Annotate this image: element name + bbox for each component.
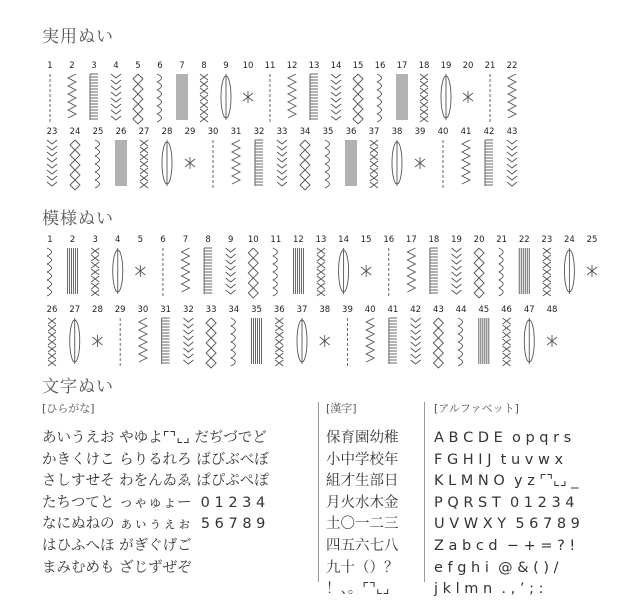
stitch-number: 9 xyxy=(223,61,229,71)
stitch-pattern-icon xyxy=(361,265,371,277)
stitch-pattern-icon xyxy=(420,74,428,122)
alphabet-line: Z a b c d − + = ? ! xyxy=(434,537,576,554)
stitch-pattern-icon xyxy=(252,318,262,364)
stitch-pattern-icon xyxy=(474,248,484,298)
stitch-number: 23 xyxy=(541,235,553,245)
stitch-number: 1 xyxy=(47,235,53,245)
stitch-number: 5 xyxy=(135,61,141,71)
stitch-number: 34 xyxy=(299,127,311,137)
practical-stitch-row-1-graphic xyxy=(0,58,640,128)
stitch-number: 42 xyxy=(483,127,495,137)
stitch-pattern-icon xyxy=(177,74,187,120)
stitch-pattern-icon xyxy=(353,74,363,124)
stitch-number: 14 xyxy=(330,61,342,71)
stitch-number: 4 xyxy=(115,235,121,245)
stitch-number: 10 xyxy=(242,61,254,71)
stitch-number: 32 xyxy=(253,127,265,137)
alphabet-line: F G H I J t u v w x xyxy=(434,451,564,468)
stitch-pattern-icon xyxy=(95,140,100,188)
stitch-pattern-icon xyxy=(389,318,397,364)
stitch-pattern-icon xyxy=(248,248,258,298)
stitch-number: 21 xyxy=(484,61,496,71)
hiragana-line: さしすせそ わをんゐゑ ぱぴぷぺぽ xyxy=(42,473,269,490)
stitch-number: 33 xyxy=(276,127,288,137)
stitch-pattern-icon xyxy=(135,265,145,277)
stitch-pattern-icon xyxy=(392,140,402,186)
stitch-pattern-icon xyxy=(68,248,78,294)
stitch-number: 36 xyxy=(273,305,285,315)
stitch-number: 47 xyxy=(523,305,535,315)
kanji-line: 四五六七八 xyxy=(326,537,399,554)
stitch-pattern-icon xyxy=(221,74,231,120)
stitch-number: 28 xyxy=(92,305,103,315)
hiragana-line: かきくけこ らりるれろ ばびぶべぼ xyxy=(42,451,269,468)
stitch-number: 8 xyxy=(201,61,207,71)
stitch-pattern-icon xyxy=(70,140,80,190)
decorative-stitch-row-1-graphic xyxy=(0,232,640,302)
stitch-pattern-icon xyxy=(243,91,253,103)
stitch-number: 9 xyxy=(227,235,234,245)
stitch-number: 29 xyxy=(184,127,196,137)
stitch-pattern-icon xyxy=(182,248,190,292)
stitch-pattern-icon xyxy=(92,335,102,347)
stitch-number: 8 xyxy=(205,235,211,245)
stitch-pattern-icon xyxy=(366,318,374,362)
alphabet-line: e f g h i @ & ( ) / xyxy=(434,559,559,576)
hiragana-line: あいうえお やゆよ⌜⌝⌞⌟ だぢづでど xyxy=(42,430,267,446)
stitch-number: 42 xyxy=(410,305,422,315)
stitch-number: 24 xyxy=(564,235,575,245)
stitch-pattern-icon xyxy=(48,318,56,366)
stitch-number: 15 xyxy=(352,61,364,71)
stitch-number: 16 xyxy=(383,235,395,245)
stitch-number: 24 xyxy=(69,127,81,137)
decorative-stitch-row-1 xyxy=(0,232,640,302)
alphabet-line: P Q R S T 0 1 2 3 4 xyxy=(434,494,575,511)
stitch-pattern-icon xyxy=(441,74,451,120)
stitch-pattern-icon xyxy=(116,140,126,186)
stitch-pattern-icon xyxy=(463,91,473,103)
stitch-number: 43 xyxy=(506,127,518,137)
stitch-pattern-icon xyxy=(320,335,330,347)
stitch-number: 2 xyxy=(69,61,75,71)
kanji-column xyxy=(326,400,399,601)
stitch-number: 39 xyxy=(342,305,353,315)
stitch-number: 48 xyxy=(546,305,558,315)
stitch-number: 18 xyxy=(428,235,440,245)
stitch-pattern-icon xyxy=(397,74,407,120)
stitch-number: 27 xyxy=(138,127,150,137)
stitch-pattern-icon xyxy=(547,335,557,347)
stitch-number: 3 xyxy=(92,235,98,245)
stitch-pattern-icon xyxy=(68,74,76,118)
stitch-number: 23 xyxy=(46,127,58,137)
stitch-pattern-icon xyxy=(297,318,307,364)
stitch-number: 13 xyxy=(315,235,327,245)
stitch-number: 1 xyxy=(47,61,53,71)
stitch-number: 12 xyxy=(286,61,298,71)
column-divider xyxy=(318,402,319,582)
stitch-number: 35 xyxy=(322,127,334,137)
stitch-pattern-icon xyxy=(564,248,574,294)
stitch-pattern-icon xyxy=(47,248,52,296)
stitch-pattern-icon xyxy=(162,140,172,186)
stitch-number: 7 xyxy=(179,61,185,71)
stitch-pattern-icon xyxy=(231,318,236,366)
stitch-pattern-icon xyxy=(458,318,463,366)
hiragana-line: なにぬねの ぁぃぅぇぉ 5 6 7 8 9 xyxy=(42,516,266,533)
stitch-pattern-icon xyxy=(310,74,318,120)
stitch-pattern-icon xyxy=(70,318,80,364)
stitch-pattern-icon xyxy=(339,248,349,294)
stitch-pattern-icon xyxy=(183,318,193,364)
stitch-number: 25 xyxy=(92,127,104,137)
stitch-pattern-icon xyxy=(91,248,99,296)
stitch-number: 45 xyxy=(478,305,490,315)
stitch-number: 46 xyxy=(501,305,512,315)
stitch-pattern-icon xyxy=(113,248,123,294)
stitch-number: 6 xyxy=(160,235,166,245)
stitch-number: 41 xyxy=(387,305,399,315)
stitch-pattern-icon xyxy=(507,140,517,186)
stitch-pattern-icon xyxy=(255,140,263,186)
stitch-number: 43 xyxy=(432,305,444,315)
stitch-pattern-icon xyxy=(503,318,511,366)
stitch-number: 40 xyxy=(364,305,376,315)
alphabet-line: j k l m n . , ’ ; : xyxy=(434,581,544,598)
stitch-pattern-icon xyxy=(325,140,330,188)
stitch-number: 11 xyxy=(270,235,282,245)
stitch-number: 32 xyxy=(182,305,194,315)
stitch-number: 13 xyxy=(308,61,320,71)
stitch-number: 20 xyxy=(473,235,485,245)
stitch-pattern-icon xyxy=(162,318,170,364)
hiragana-line: はひふへほ がぎぐげご xyxy=(42,537,192,554)
stitch-number: 36 xyxy=(345,127,357,137)
stitch-number: 22 xyxy=(518,235,530,245)
stitch-number: 37 xyxy=(296,305,308,315)
stitch-pattern-icon xyxy=(47,140,57,186)
stitch-pattern-icon xyxy=(200,74,208,122)
stitch-number: 16 xyxy=(374,61,386,71)
stitch-number: 18 xyxy=(418,61,430,71)
stitch-pattern-icon xyxy=(111,74,121,120)
stitch-number: 7 xyxy=(182,235,189,245)
stitch-number: 5 xyxy=(137,235,144,245)
alphabet-line: K L M N O y z ⌜⌝⌞⌟ _ xyxy=(434,473,579,490)
stitch-pattern-icon xyxy=(462,140,470,184)
stitch-number: 14 xyxy=(338,235,349,245)
kanji-line: 月火水木金 xyxy=(326,494,399,511)
stitch-pattern-icon xyxy=(543,248,551,296)
stitch-number: 21 xyxy=(496,235,508,245)
kanji-title: [漢字] xyxy=(326,402,357,415)
stitch-pattern-icon xyxy=(204,248,212,294)
hiragana-line: まみむめも ざじずぜぞ xyxy=(42,559,192,576)
stitch-number: 27 xyxy=(69,305,81,315)
decorative-stitch-row-2-graphic xyxy=(0,302,640,372)
stitch-number: 19 xyxy=(440,61,452,71)
stitch-pattern-icon xyxy=(407,248,415,292)
stitch-pattern-icon xyxy=(277,140,287,186)
kanji-line: ！、。⌜⌝⌞⌟ xyxy=(326,581,390,598)
stitch-pattern-icon xyxy=(300,140,310,190)
stitch-pattern-icon xyxy=(206,318,216,368)
stitch-pattern-icon xyxy=(226,248,236,294)
stitch-number: 19 xyxy=(451,235,462,245)
stitch-pattern-icon xyxy=(346,140,356,186)
stitch-number: 2 xyxy=(69,235,76,245)
stitch-number: 26 xyxy=(46,305,58,315)
alphabet-title: [アルファベット] xyxy=(434,402,519,415)
stitch-number: 39 xyxy=(414,127,426,137)
stitch-number: 11 xyxy=(264,61,276,71)
practical-stitch-row-2-graphic xyxy=(0,124,640,194)
stitch-number: 28 xyxy=(161,127,173,137)
stitch-pattern-icon xyxy=(288,74,296,118)
stitch-number: 31 xyxy=(160,305,172,315)
stitch-number: 40 xyxy=(437,127,449,137)
stitch-pattern-icon xyxy=(499,248,504,296)
alphabet-line: U V W X Y 5 6 7 8 9 xyxy=(434,516,580,533)
stitch-number: 10 xyxy=(247,235,259,245)
decorative-stitch-row-2 xyxy=(0,302,640,372)
stitch-pattern-icon xyxy=(370,140,378,188)
stitch-number: 44 xyxy=(455,305,467,315)
stitch-pattern-icon xyxy=(139,318,147,362)
stitch-pattern-icon xyxy=(185,157,195,169)
decorative-stitch-title: 模様ぬい xyxy=(42,209,114,229)
stitch-number: 26 xyxy=(115,127,127,137)
stitch-pattern-icon xyxy=(273,248,278,296)
hiragana-title: [ひらがな] xyxy=(42,402,95,415)
kanji-line: 組才生部日 xyxy=(326,473,399,490)
stitch-number: 38 xyxy=(391,127,403,137)
stitch-number: 34 xyxy=(228,305,240,315)
stitch-pattern-icon xyxy=(587,265,597,277)
stitch-pattern-icon xyxy=(485,140,493,186)
stitch-pattern-icon xyxy=(524,318,534,364)
kanji-line: 小中学校年 xyxy=(326,451,399,468)
practical-stitch-title: 実用ぬい xyxy=(42,27,114,47)
stitch-pattern-icon xyxy=(133,74,143,124)
stitch-number: 35 xyxy=(251,305,262,315)
stitch-pattern-icon xyxy=(433,318,443,368)
stitch-number: 37 xyxy=(368,127,380,137)
stitch-pattern-icon xyxy=(293,248,303,294)
stitch-pattern-icon xyxy=(415,157,425,169)
kanji-line: 九十（）？ xyxy=(326,559,399,576)
stitch-pattern-icon xyxy=(232,140,240,184)
stitch-number: 17 xyxy=(405,235,417,245)
kanji-line: 土〇一二三 xyxy=(326,516,399,533)
stitch-number: 6 xyxy=(157,61,163,71)
stitch-pattern-icon xyxy=(411,318,421,364)
stitch-number: 12 xyxy=(293,235,304,245)
alphabet-column xyxy=(434,400,580,601)
stitch-number: 20 xyxy=(462,61,474,71)
stitch-number: 15 xyxy=(360,235,372,245)
kanji-line: 保育園幼稚 xyxy=(326,430,399,446)
stitch-pattern-icon xyxy=(519,248,529,294)
practical-stitch-row-2 xyxy=(0,124,640,194)
hiragana-line: たちつてと っゃゅょー 0 1 2 3 4 xyxy=(42,494,266,511)
stitch-number: 29 xyxy=(114,305,126,315)
practical-stitch-row-1 xyxy=(0,58,640,128)
stitch-number: 22 xyxy=(506,61,518,71)
stitch-pattern-icon xyxy=(140,140,148,188)
stitch-number: 38 xyxy=(319,305,331,315)
stitch-pattern-icon xyxy=(331,74,341,120)
stitch-number: 33 xyxy=(205,305,217,315)
stitch-number: 4 xyxy=(113,61,119,71)
hiragana-column xyxy=(42,400,269,579)
stitch-number: 41 xyxy=(460,127,472,137)
stitch-pattern-icon xyxy=(430,248,438,294)
stitch-pattern-icon xyxy=(508,74,516,118)
stitch-number: 17 xyxy=(396,61,408,71)
stitch-pattern-icon xyxy=(317,248,325,296)
stitch-pattern-icon xyxy=(90,74,98,120)
stitch-pattern-icon xyxy=(377,74,382,122)
stitch-pattern-icon xyxy=(479,318,489,364)
stitch-number: 30 xyxy=(207,127,219,137)
column-divider xyxy=(424,402,425,582)
stitch-number: 3 xyxy=(91,61,97,71)
stitch-number: 31 xyxy=(230,127,242,137)
alphabet-line: A B C D E o p q r s xyxy=(434,430,572,446)
character-stitch-title: 文字ぬい xyxy=(42,377,114,397)
stitch-pattern-icon xyxy=(452,248,462,294)
stitch-number: 30 xyxy=(137,305,149,315)
stitch-pattern-icon xyxy=(157,74,162,122)
stitch-pattern-icon xyxy=(275,318,283,366)
stitch-number: 25 xyxy=(586,235,598,245)
